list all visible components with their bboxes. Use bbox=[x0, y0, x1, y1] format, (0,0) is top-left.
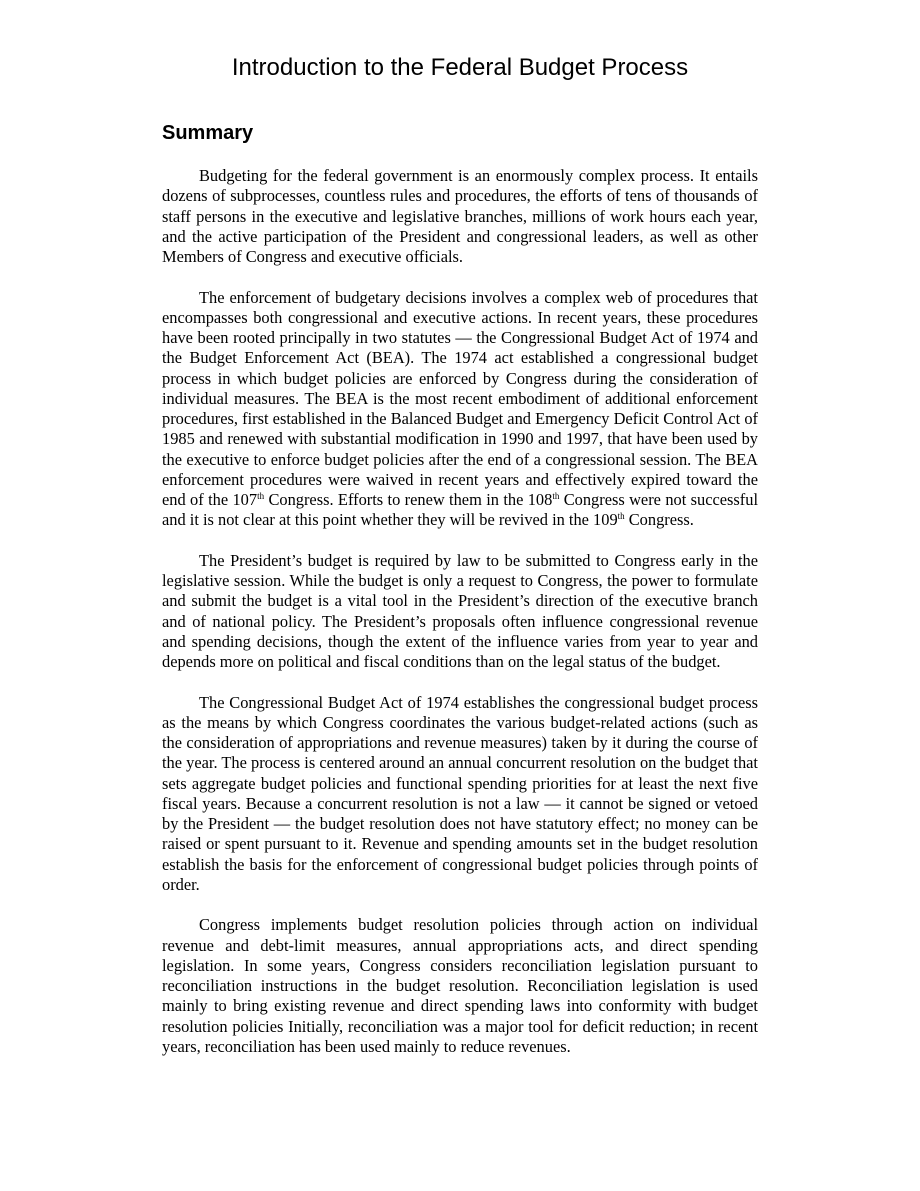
page-title: Introduction to the Federal Budget Process bbox=[231, 54, 689, 81]
section-heading-summary: Summary bbox=[162, 122, 254, 144]
paragraph-text: The enforcement of budgetary decisions involves a complex web of procedures that encompasses both congressional and executive actions. In recent years, these procedures have been rooted principally in two statutes — the Congressional Budget Act of 1974 and the Budget Enforcement Act (BEA). The 1974 act established a congressional budget process in which budget policies are enforced by Congress during the consideration of individual measures. The BEA is the most recent embodiment of additional enforcement procedures, first established in the Balanced Budget and Emergency Deficit Control Act of 1985 and renewed with substantial modification in 1990 and 1997, that have been used by the executive to enforce budget policies after the end of a congressional session. The BEA enforcement procedures were waived in recent years and effectively expired toward the end of the 107 bbox=[162, 287, 758, 509]
ordinal-suffix: th bbox=[257, 491, 265, 501]
paragraph-budget-act-1974: The Congressional Budget Act of 1974 establishes the congressional budget process as the means by which Congress coordinates the various budget-related actions (such as the consideration of appropriations and revenue measures) taken by it during the course of the year. The process is centered around an annual concurrent resolution on the budget that sets aggregate budget policies and functional spending priorities for at least the next five fiscal years. Because a concurrent resolution is not a law — it cannot be signed or vetoed by the President — the budget resolution does not have statutory effect; no money can be raised or spent pursuant to it. Revenue and spending amounts set in the budget resolution establish the basis for the enforcement of congressional budget policies through points of order. bbox=[162, 692, 758, 894]
paragraph-enforcement bbox=[162, 288, 758, 531]
ordinal-suffix: th bbox=[552, 491, 560, 501]
summary-body bbox=[162, 166, 758, 1057]
paragraph-text: Congress were not successful and it is not clear at this point whether they will be revived in the 109 bbox=[162, 490, 758, 530]
paragraph-text: Congress. bbox=[624, 510, 694, 530]
paragraph-implementation: Congress implements budget resolution policies through action on individual revenue and debt-limit measures, annual appropriations acts, and direct spending legislation. In some years, Congress considers reconciliation legislation pursuant to reconciliation instructions in the budget resolution. Reconciliation legislation is used mainly to bring existing revenue and direct spending laws into conformity with budget resolution policies Initially, reconciliation was a major tool for deficit reduction; in recent years, reconciliation has been used mainly to reduce revenues. bbox=[162, 915, 758, 1056]
paragraph-text: Congress. Efforts to renew them in the 108 bbox=[264, 490, 553, 509]
paragraph-presidents-budget: The President’s budget is required by law to be submitted to Congress early in the legislative session. While the budget is only a request to Congress, the power to formulate and submit the budget is a vital tool in the President’s direction of the executive branch and of national policy. The President’s proposals often influence congressional revenue and spending decisions, though the extent of the influence varies from year to year and depends more on political and fiscal conditions than on the legal status of the budget. bbox=[162, 550, 758, 671]
ordinal-suffix: th bbox=[617, 511, 625, 522]
paragraph-budgeting-complexity: Budgeting for the federal government is an enormously complex process. It entails dozens of subprocesses, countless rules and procedures, the efforts of tens of thousands of staff persons in the executive and legislative branches, millions of work hours each year, and the active participation of the President and congressional leaders, as well as other Members of Congress and executive officials. bbox=[162, 166, 758, 266]
